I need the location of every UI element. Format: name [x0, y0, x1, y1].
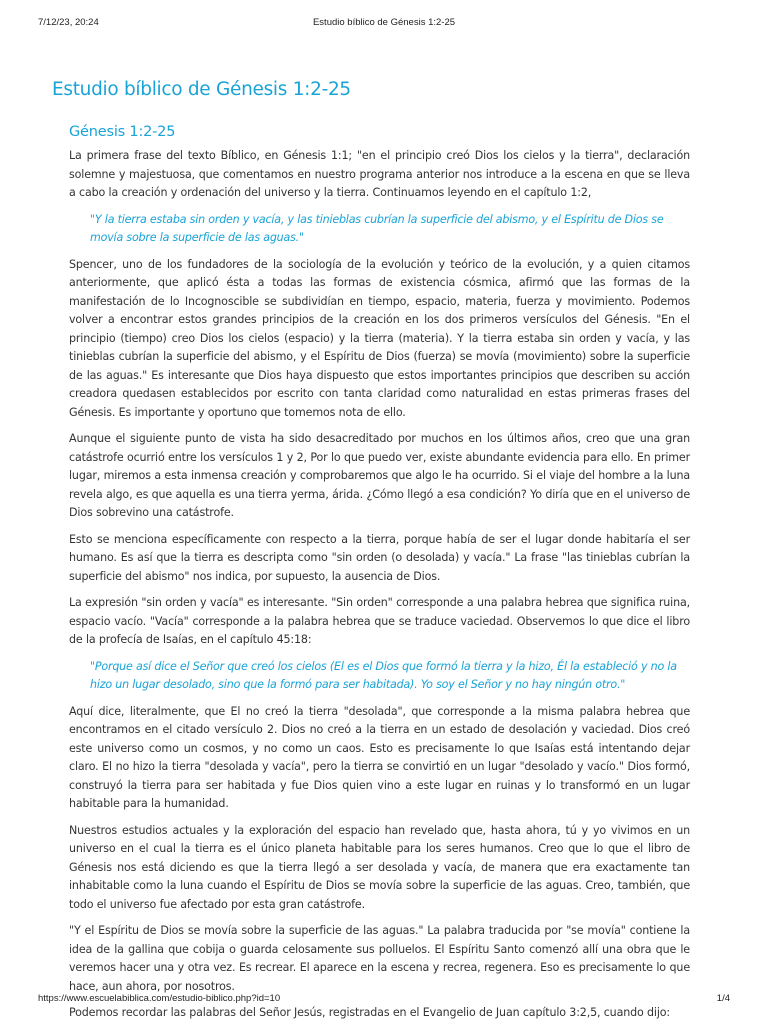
paragraph: Esto se menciona específicamente con respecto a la tierra, porque había de ser el lugar donde habitaría el ser humano. Es así que la tierra es descripta como "sin orden (o desolada) y vacía." La frase "las tinieblas cubrían la superficie del abismo" nos indica, por supuesto, la ausencia de Dios. [69, 532, 690, 583]
print-date: 7/12/23, 20:24 [38, 17, 99, 28]
article-body [69, 124, 690, 1031]
scripture-quote: "Y la tierra estaba sin orden y vacía, y las tinieblas cubrían la superficie del abismo, y el Espíritu de Dios se movía sobre la superficie de las aguas." [90, 212, 664, 244]
paragraph: Nuestros estudios actuales y la exploración del espacio han revelado que, hasta ahora, tú y yo vivimos en un universo en el cual la tierra es el único planeta habitable para los seres humanos. Creo que lo que el libro de Génesis nos está diciendo es que la tierra llegó a ser desolada y vacía, de manera que era exactamente tan inhabitable como la luna cuando el Espíritu de Dios se movía sobre la superficie de las aguas. Creo, también, que todo el universo fue afectado por esta gran catástrofe. [69, 823, 690, 911]
paragraph: La expresión "sin orden y vacía" es interesante. "Sin orden" corresponde a una palabra hebrea que significa ruina, espacio vacío. "Vacía" corresponde a la palabra hebrea que se traduce vaciedad. Observemos lo que dice el libro de la profecía de Isaías, en el capítulo 45:18: [69, 596, 690, 646]
paragraph: La primera frase del texto Bíblico, en Génesis 1:1; "en el principio creó Dios los cielos y la tierra", declaración solemne y majestuosa, que comentamos en nuestro programa anterior nos introduce a la escena en que se lleva a cabo la creación y ordenación del universo y la tierra. Continuamos leyendo en el capítulo 1:2, [69, 149, 690, 199]
paragraph: Aquí dice, literalmente, que El no creó la tierra "desolada", que corresponde a la misma palabra hebrea que encontramos en el citado versículo 2. Dios no creó a la tierra en un estado de desolación y vaciedad. Dios creó este universo como un cosmos, y no como un caos. Esto es precisamente lo que Isaías está intentando dejar claro. El no hizo la tierra "desolada y vacía", pero la tierra se convirtió en un lugar "desolado y vacío." Dios formó, construyó la tierra para ser habitada y fue Dios quien vino a este lugar en ruinas y lo transformó en un lugar habitable para la humanidad. [69, 704, 690, 810]
source-url-link[interactable]: https://www.escuelabiblica.com/estudio-biblico.php?id=10 [38, 993, 281, 1004]
section-heading: Génesis 1:2-25 [69, 124, 176, 140]
paragraph: "Y el Espíritu de Dios se movía sobre la superficie de las aguas." La palabra traducida por "se movía" contiene la idea de la gallina que cobija o guarda celosamente sus polluelos. El Espíritu Santo comenzó allí una obra que le veremos hacer una y otra vez. Es recrear. El aparece en la escena y recrea, regenera. Eso es precisamente lo que hace, aun ahora, por nosotros. [69, 924, 690, 993]
print-document-title: Estudio bíblico de Génesis 1:2-25 [312, 17, 456, 28]
paragraph: Spencer, uno de los fundadores de la sociología de la evolución y teórico de la evolución, y a quien citamos anteriormente, que aplicó ésta a todas las formas de existencia cósmica, afirmó que las formas de la manifestación de lo Incognoscible se subdividían en tiempo, espacio, materia, fuerza y movimiento. Podemos volver a encontrar estos grandes principios de la creación en los dos primeros versículos del Génesis. "En el principio (tiempo) creo Dios los cielos (espacio) y la tierra (materia). Y la tierra estaba sin orden y vacía, y las tinieblas cubrían la superficie del abismo, y el Espíritu de Dios (fuerza) se movía (movimiento) sobre la superficie de las aguas." Es interesante que Dios haya dispuesto que estos importantes principios que describen su acción creadora quedasen establecidos por escrito con tanta claridad como naturalidad en estas primeras frases del Génesis. Es importante y oportuno que tomemos nota de ello. [69, 257, 690, 419]
page-number: 1/4 [716, 993, 730, 1004]
paragraph: Aunque el siguiente punto de vista ha sido desacreditado por muchos en los últimos años, creo que una gran catástrofe ocurrió entre los versículos 1 y 2, Por lo que puedo ver, existe abundante evidencia para ello. En primer lugar, miremos a esta inmensa creación y comprobaremos que algo le ha ocurrido. Si el viaje del hombre a la luna revela algo, es que aquella es una tierra yerma, árida. ¿Cómo llegó a esa condición? Yo diría que en el universo de Dios sobrevino una catástrofe. [69, 432, 690, 519]
page-title: Estudio bíblico de Génesis 1:2-25 [52, 79, 351, 100]
scripture-quote: "Porque así dice el Señor que creó los cielos (El es el Dios que formó la tierra y la hizo, Él la estableció y no la hizo un lugar desolado, sino que la formó para ser habitada). Yo soy el Señor y no hay ningún otro." [90, 659, 677, 691]
print-footer [38, 993, 730, 1007]
print-header [38, 17, 730, 31]
paragraph: Podemos recordar las palabras del Señor Jesús, registradas en el Evangelio de Juan capítulo 3:2,5, cuando dijo: [69, 1006, 670, 1019]
